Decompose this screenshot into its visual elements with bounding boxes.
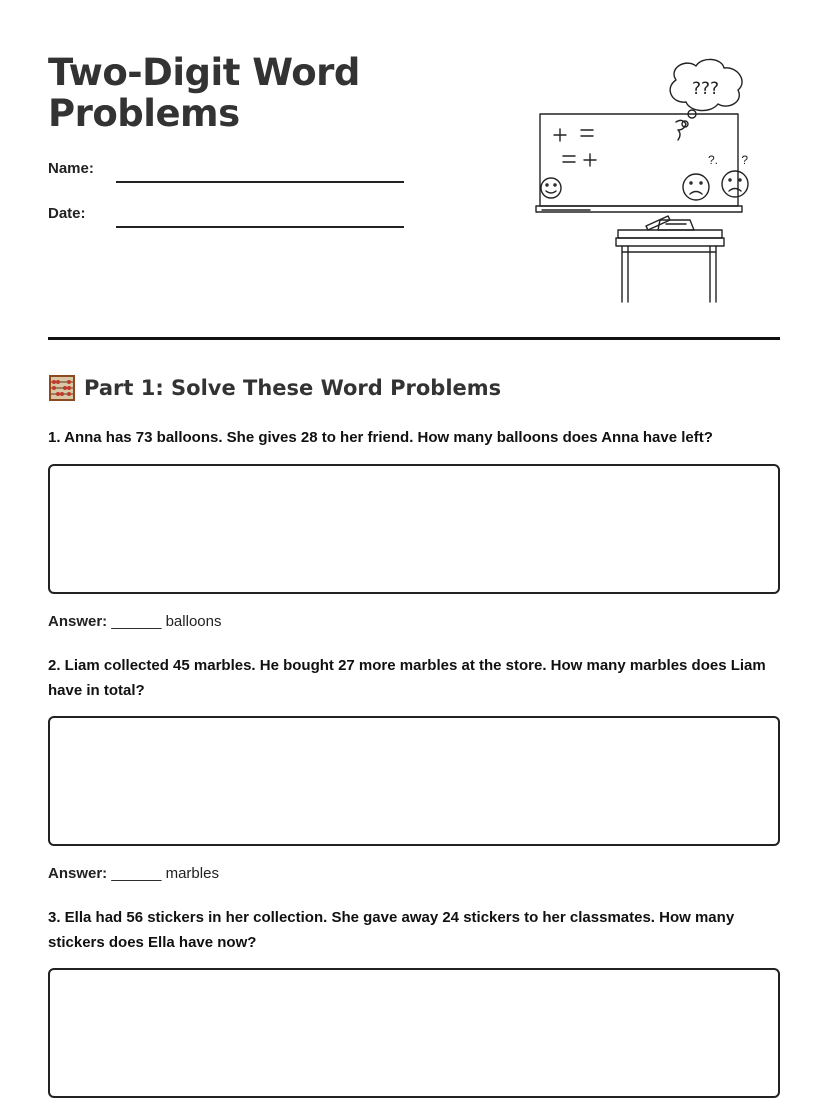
svg-text:?.: ?. [708,153,719,167]
date-line[interactable] [116,226,404,228]
abacus-icon [48,374,76,402]
answer-label: Answer: [48,865,108,882]
answer-blank[interactable]: ______ [111,865,162,882]
svg-text:?: ? [741,153,748,167]
name-label: Name: [48,160,94,177]
problem-2-answer [48,865,219,882]
header-divider [48,337,780,340]
classroom-chalkboard-illustration [530,56,750,313]
answer-unit: marbles [165,865,219,882]
problem-3-question: 3. Ella had 56 stickers in her collection. She gave away 24 stickers to her classmates. How many stickers does Ella have now? [48,909,735,951]
section-title: Part 1: Solve These Word Problems [84,376,502,400]
date-label: Date: [48,205,86,222]
title-line-2: Problems [48,92,240,135]
worksheet-title [48,52,360,134]
problem-3-work-area[interactable] [48,968,780,1098]
answer-blank[interactable]: ______ [111,613,162,630]
problem-1-work-area[interactable] [48,464,780,594]
name-line[interactable] [116,181,404,183]
answer-unit: balloons [165,613,222,630]
section-heading [48,374,501,402]
problem-2-question: 2. Liam collected 45 marbles. He bought 27 more marbles at the store. How many marbles does Liam have in total? [48,657,766,699]
answer-label: Answer: [48,613,108,630]
thought-bubble-text: ??? [692,79,720,99]
problem-1-question: 1. Anna has 73 balloons. She gives 28 to her friend. How many balloons does Anna have left? [48,429,713,446]
problem-1-answer [48,613,221,630]
problem-2-work-area[interactable] [48,716,780,846]
title-line-1: Two-Digit Word [48,51,360,94]
